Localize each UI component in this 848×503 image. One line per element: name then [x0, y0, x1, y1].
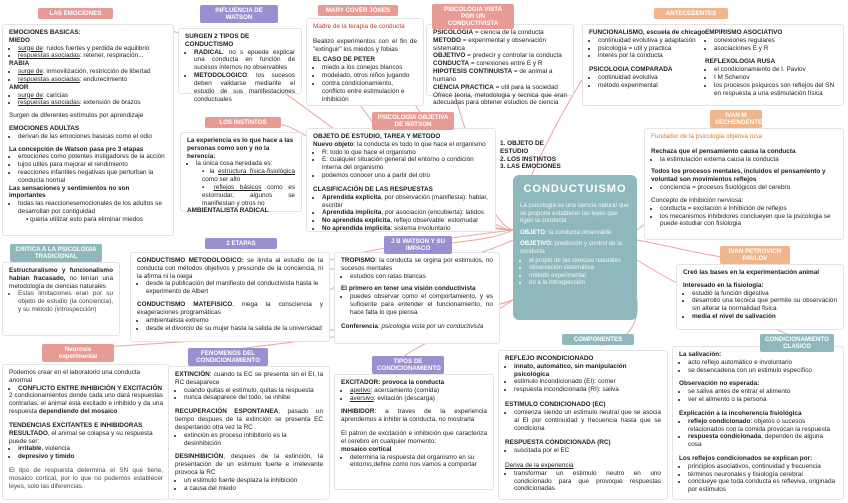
miedo-heading: MIEDO — [9, 36, 30, 44]
neuro-p2-heading: TENDENCIAS EXCITANTES E INHIBIDORAS — [9, 421, 143, 429]
funcionalismo-item-3: • interés por la conducta — [598, 52, 707, 60]
comp-h2-item: • comienza siendo un estimulo neutral que se asocia al EI por continuidad y frecuencia hasta que se condiciona — [514, 409, 661, 432]
caso-item-3: • contra condicionamiento, conflicto entre estimulación e inhibición — [322, 80, 417, 103]
psico-vista-row-6: CIENCIA PRACTICA = util para la sociedad — [433, 83, 558, 91]
instintos-item-1: • la única cosa heredada es: — [196, 160, 295, 168]
ivan-m-h3-item-1: • conducta = excitación e inhibición de reflejos — [660, 205, 837, 213]
clasico-h1-item-2: • se desencadena con un estimulo específico — [688, 367, 837, 375]
ivan-m-h3-item-2: • los mecanismos inhibidores conclueyen que la psicologia se puede estudiar con fisiologia — [660, 213, 837, 229]
center-title: CONDUCTUISMO — [523, 183, 627, 195]
center-item-4: • no a la introspección — [529, 279, 630, 286]
psico-obj-r: • R: todo lo que hace el organismo — [322, 149, 489, 157]
jb-tag: J B WATSON Y SU IMPACO — [384, 236, 452, 254]
watson-heading: La concepción de Watson pasa pro 3 etapas — [9, 145, 144, 153]
watson-item-3: • reacciones infantiles negativas que perturban la conducta normal — [18, 169, 167, 185]
instintos-tag: LOS INSTINTOS — [205, 117, 281, 128]
reflexologia-item-3: • los procesos psíquicos son reflejos del SN en respuesta a una estimulación física — [714, 82, 841, 98]
neuro-p2-item-1: • irritable, violencia — [18, 445, 163, 453]
comp-h3: RESPUESTA CONDICIONADA (RC) — [505, 439, 611, 447]
empirismo-item-2: • asociaciones E y R — [714, 45, 841, 53]
sensaciones-item-2: ▪ queria utilizar esto para eliminar miedos — [26, 215, 144, 223]
reflexologia-item-2: • I M Schenov — [714, 74, 841, 82]
critica-box — [2, 262, 120, 336]
clasico-h4-item-1: • principios asociativos, continuidad y frecuencia — [688, 463, 837, 471]
amor-surge: • surge de: caricias — [18, 92, 167, 100]
componentes-box — [498, 350, 668, 500]
comp-h2: ESTIMULO CONDICIONADO (EC) — [505, 401, 606, 409]
side-item-3: 3. LAS EMOCIONES — [500, 163, 561, 171]
ivan-m-h2-item: • conciencia = procesos fisiológicos del cerebro — [660, 184, 837, 192]
side-item-1: 1. OBJETO DE ESTUDIO — [500, 140, 544, 155]
fen-p1-item-1: • cuando quitas el estímulo, quitas la respuesta — [184, 387, 323, 395]
funcionalismo-heading: FUNCIONALISMO, escuela de chicago — [589, 29, 706, 36]
adultas-heading: EMOCIONES ADULTAS — [9, 124, 80, 132]
jb-p3: Conferencia: psicologia vista por un conductivista — [341, 322, 484, 330]
ivan-p-item-1: • estudió la función digestiva — [692, 290, 837, 298]
jb-p1: TROPISMO: la conducta se orgina por estimulos, no sucesos mentales — [341, 257, 493, 272]
clasico-h3: Explicación a la incoherencia fisiológica — [679, 409, 802, 417]
miedo-respuestas: • respuestas asociadas: retener, respiración... — [18, 52, 167, 60]
psico-vista-row-2: METODO = experimental y observación sistematica — [433, 36, 547, 52]
ivan-p-tag: IVAN PETROVICH PAVLOV — [720, 246, 790, 264]
mary-box — [306, 18, 424, 106]
center-item-2: • observación sistemática — [529, 264, 630, 271]
psico-vista-row-4: CONDUCTA = conexiones entre E y R — [433, 60, 543, 68]
center-objetivo: OBJETIVO: predicción y control de la conducta — [520, 240, 622, 255]
clasico-h4-item-2: • términos neuronales y fisiología cerebral — [688, 471, 837, 479]
comp-h1-item-1: • innato, automático, sin manipulación psicológica — [514, 363, 661, 379]
center-side-list — [500, 140, 570, 171]
etapas-box — [130, 252, 330, 342]
funcionalismo-item-1: • continuidad evolutiva y adaptación — [598, 37, 707, 45]
tipos-p3-item: • determina la respuesta del organismo en su entorno,define como nos vamos a comportar — [350, 454, 487, 470]
amor-respuestas: • respuestas asociadas: extensión de brazos — [18, 99, 167, 107]
caso-item-1: • miedo a los conejos blancos — [322, 64, 417, 72]
center-item-3: • método experimental — [529, 272, 630, 279]
antecedentes-tag: ANTECEDENTES — [654, 8, 728, 19]
psico-obj-tag: PSICOLOGIA OBJETIVA DE WATSON — [372, 112, 454, 130]
ivan-p-box — [676, 264, 844, 330]
critica-tag: CRITICA A LA PSICOLOGIA TRADICIONAL — [10, 244, 102, 262]
tipos-p1: EXCITADOR: provoca la conducta — [341, 379, 445, 386]
neuro-tag: Neurosis experimental — [42, 344, 114, 362]
funcionalismo-item-2: • psicología = util y practica — [598, 45, 707, 53]
fenomenos-box — [168, 366, 330, 500]
miedo-surge: • surge de: ruidos fuertes y perdida de equilibrio — [18, 45, 167, 53]
fen-p2-item: • extinción es proceso inhibitorio es la desinhibición — [184, 432, 323, 448]
psico-vista-row-3: OBJETIVO = predecir y controlar la conducta — [433, 52, 562, 60]
metodologico-item: • METODOLOGICO: los sucesos deben validarse mediante el estudio de sus manifestaciones conductuales — [194, 72, 295, 103]
ivan-m-h3: Concepto de inhibición nerviosa: — [651, 196, 744, 204]
neuro-p2-item-2: • depresivo y timido — [18, 453, 163, 461]
emociones-basicas-heading: EMOCIONES BASICAS: — [9, 29, 81, 36]
neuro-p1-item: • CONFLICTO ENTRE INHIBICIÓN Y EXCITACIÓN — [18, 385, 163, 393]
caso-heading: EL CASO DE PETER — [313, 56, 376, 64]
nuevo-objeto: Nuevo objeto: la conducta es todo lo que hace el organismo — [313, 140, 486, 148]
neuro-p1: Podemos crear en el laboratorio una conducta anormal — [9, 369, 141, 384]
neuro-p1-2: 2 condicionamientos donde cada uno dará respuestas contrarias, el animal esta excitado e inhibido y da una respuesta dependiendo del mosaico — [9, 392, 163, 416]
instintos-item-3: ▪ reflejos básicos como es estornudar, algunos se manifiestan y otros no — [202, 183, 296, 207]
fen-p3: DESINHIBICIÓN, despues de la extinción, la presentación de un estimulo fuerte e irrelevante provoca la RC — [175, 453, 323, 476]
comparada-heading: PSICOLOGIA COMPARADA — [589, 66, 673, 74]
watson-item-1: • emociones como potentes instigadores de la acción — [18, 153, 167, 161]
fenomenos-tag: FENOMENOS DEL CONDICIONAMIENTO — [188, 348, 268, 366]
influencia-tag: INFLUENCIA DE WATSON — [200, 5, 278, 23]
ivan-p-h2: Interesado en la fisiología: — [683, 281, 764, 289]
psico-obj-heading: OBJETO DE ESTUDIO, TAREA Y METODO — [313, 133, 441, 140]
center-item-1: • el propio de las ciencias naturales — [529, 257, 630, 264]
clasico-h1-item-1: • acto reflejo automático e involuntario — [688, 359, 837, 367]
comp-h1-item-3: • respuesta incondicionada (RI): saliva — [514, 386, 661, 394]
clasico-h3-item-1: • reflejo condicionado: objetos o sucesos relacionados con la comida provocan la respuesta — [688, 418, 837, 434]
comp-h4-item: • transformar un estimulo neutro en uno condicionado para que provoque respuestas condicionadas — [514, 470, 661, 493]
ivan-p-h1: Creó las bases en la experimentación animal — [683, 269, 820, 276]
clasico-h3-item-2: • respuesta condicionada, dependen de alguna cosa — [688, 433, 837, 449]
mary-tag: MARY COVER JONES — [318, 5, 398, 16]
etapas-p1-item: • desde la publicación del manifiesto del conductivista hasta le experimento de Albert — [146, 280, 323, 296]
ivan-p-item-2: • desarrolló una tecnica que permite su observación sin alterar la normalidad fisica — [692, 297, 837, 313]
clasico-h2-item-1: • se saliva antes de entrar el alimento — [688, 388, 837, 396]
tipos-p2: INHIBIDOR: a traves de la experiencia aprendemos a inhibir la conducta, no mostrarla — [341, 408, 487, 424]
fen-p3-item-1: • un estimulo fuerte desplaza la inhibición — [184, 477, 323, 485]
emociones-tag: LAS EMOCIONES — [38, 8, 113, 19]
fen-p1-item-2: • nunca desaparece del todo, se inhibe — [184, 394, 323, 402]
psico-vista-row-7: Ofrece teoria, metodologia y tecnica que eran adecuadas para obtener estudios de ciencia — [433, 91, 567, 107]
clasico-h4: Los reflejos condicionados se explican por: — [679, 454, 813, 462]
instintos-box — [180, 132, 302, 215]
etapas-p2-item-2: • desde el divorcio de su mujer hasta la salida de la universidad — [146, 325, 323, 333]
instintos-item-2: ▪ la estructura física-fisiológica como ser alto — [202, 168, 296, 184]
sensaciones-item-1: • todas las reaccionesemocionales de los adultos se desarrollan por contiguidad — [18, 200, 167, 216]
reflexologia-heading: REFLEXOLOGIA RUSA — [705, 58, 776, 66]
fen-p1: EXTINCIÓN: cuando la EC se presenta sin el EI, la RC desaparece — [175, 371, 323, 386]
clas-item-3: • No aprendida explicita, reflejo observable: estornudar — [322, 217, 489, 225]
critica-text: Estructuralismo y funcionalismo habían fracasado, no tenían una metodología de ciencias naturales — [9, 267, 113, 290]
clas-item-2: • Aprendida implicita, por asociación (encubierta): latidos — [322, 209, 489, 217]
psico-obj-box — [306, 128, 496, 232]
neuro-box — [2, 364, 170, 500]
empirismo-item-1: • conexiones regulares — [714, 37, 841, 45]
clas-item-1: • Aprendida explicita, por observación (manifiesta): hablar, escribir — [322, 194, 489, 210]
etapas-p1: CONDUCTISMO METODOLOGICO: se limita al estudio de la conducta con métodos objetivos y prescinde de la conciencia, ni la afirma ni la niega — [137, 257, 323, 280]
influencia-heading: SURGEN 2 TIPOS DE CONDUCTISMO — [185, 33, 250, 48]
surgen-text: Surgen de diferentes estímulos por aprendizaje — [9, 112, 144, 120]
clasico-box — [672, 346, 844, 500]
jb-p1-item: • estudios con ratas blancas — [350, 273, 493, 281]
clasico-h2: Observación no esperada: — [679, 380, 760, 388]
adultas-item: • derivan de las emociones basicas como el odio — [18, 133, 167, 141]
jb-box — [334, 252, 500, 344]
rabia-heading: RABIA — [9, 60, 30, 68]
psico-obj-pod: • podemos conocer uno a partir del otro — [322, 172, 489, 180]
watson-item-2: • lujos utiles para mejorar el rendimiento — [18, 161, 167, 169]
fen-p2: RECUPERACIÓN ESPONTANEA, pasado un tiempo despues de la extinción se presenta EC despertando otra vez la RC — [175, 408, 323, 431]
fen-p3-item-2: • a causa del miedo — [184, 485, 323, 493]
tipos-p1-item-2: • aversivo: evitación (descarga) — [350, 395, 487, 403]
psico-vista-row-5: HIPOTESIS CONTINUISTA = de animal a humano — [433, 68, 553, 83]
clasificacion-heading: CLASIFICACIÓN DE LAS RESPUESTAS — [313, 185, 433, 193]
comp-h1-item-2: • estimulo incondicionado (EI): comer — [514, 378, 661, 386]
empirismo-heading: EMPIRISMO ASOCIATIVO — [705, 29, 783, 36]
clasico-h4-item-3: • conclueye que toda conducta es refleviva, originada por estimulos — [688, 478, 837, 494]
neuro-p2: RESULTADO, el animal se colapsa y su respuesta puede ser: — [9, 429, 153, 445]
critica-item: • Estas limitaciones eran por su objeto de estudio (la conciencia), y su método (introspección) — [18, 290, 113, 313]
ivan-m-tag: IVAN M SECHENOENTES — [710, 110, 762, 128]
clasico-h2-item-2: • ver el alimento o la persona — [688, 396, 837, 404]
jb-p2-item: • puedes observar como el comportamiento, y es suficiente para entender el funcionamiento, no hace falta lo que piensa — [350, 293, 493, 316]
comp-h4: Deriva de la experiencia — [505, 461, 574, 469]
instintos-heading: La experiencia es lo que hace a las personas como son y no la herencia: — [187, 137, 294, 160]
ivan-m-box — [644, 128, 844, 240]
clasico-tag: CONDICIONAMIENTO CLASICO — [760, 334, 834, 352]
reflexologia-item-1: • el condicionamiento de I. Pavlov — [714, 66, 841, 74]
antecedentes-box — [582, 24, 844, 106]
clasico-h1: La salivación: — [679, 351, 722, 358]
tipos-p3: El patron de excitación e inhibición que caracteriza el cerebro en cualquier momento: — [341, 430, 487, 445]
psico-vista-box — [426, 24, 574, 107]
center-description: La psicología es una ciencia natural que se propone establecer las leyes que rigen la conducta — [520, 202, 629, 225]
comparada-item-1: • continuidad evolutiva — [598, 74, 707, 82]
ivan-p-item-3: • media el nivel de salivación — [692, 313, 837, 321]
tipos-p3-b: mosaico cortical — [341, 445, 392, 453]
ambientalista-label: AMBIENTALISTA RADICAL — [187, 207, 269, 215]
emociones-box — [2, 24, 174, 236]
tipos-p1-item-1: • apetivo: acercamiento (comida) — [350, 387, 487, 395]
psico-vista-tag: PSICOLOGIA VISTA POR UN CONDUCTIVISTA — [432, 4, 514, 29]
ivan-m-subtitle: Fundador de la psicologia objetiva rusa — [651, 133, 763, 140]
influencia-box — [178, 28, 302, 103]
conductuismo-center-node — [513, 175, 637, 320]
comp-h1: REFLEJO INCONDICIONADO — [505, 355, 594, 362]
rabia-surge: • surge de: inmovilización, restricción de libertad — [18, 68, 167, 76]
mary-subtitle: Madre de la terapia de conducta — [313, 23, 405, 30]
side-item-2: 2. LOS INSTINTOS — [500, 155, 556, 163]
ivan-m-h1: Rechaza que el pensamiento causa la conducta — [651, 147, 796, 155]
etapas-p2: CONDUCTISMO MATEFISICO, niega la consciencia y exageraciones programáticas — [137, 301, 324, 316]
radical-item: • RADICAL: no s epuede explicar una conducta en función de sucesos internos no observables — [194, 49, 295, 72]
center-objeto: OBJETO: la conducta observable — [520, 228, 612, 236]
neuro-p3: El tipo de respuesta determina el SN que tiene, mosaico cortical, por lo que no podemos establecer leyes, solo las diferencias. — [9, 466, 163, 490]
psico-obj-e: • E: cualquier situación general del entorno o condición interna del organismo — [322, 156, 489, 172]
ivan-m-h1-item: • la estimulación externa causa la conducta — [660, 156, 837, 164]
tipos-box — [334, 374, 494, 490]
psico-vista-row-1: PSICOLOGIA = ciencia de la conducta — [433, 29, 544, 36]
componentes-tag: COMPONENTES — [562, 334, 634, 345]
sensaciones-heading: Las sensaciones y sentimientos no son importantes — [9, 184, 130, 200]
caso-item-2: • modelado, otros niños jugando — [322, 72, 417, 80]
comp-h3-item: • suscitada por el EC — [514, 447, 661, 455]
mary-paragraph: Bealizó experimentos con el fin de "extinguir" los miedos y fobias — [313, 37, 417, 53]
comparada-item-2: • método experimental — [598, 82, 707, 90]
tipos-tag: TIPOS DE CONDICIONAMIENTO — [372, 356, 444, 374]
ivan-m-h2: Todos los procesos mentales, incluidos el pensamiento y voluntad son movimientos reflejos — [651, 168, 826, 184]
jb-p2: El primero en tener una visión conductivista — [341, 285, 476, 293]
clas-item-4: • No aprendida implicita: sistema involuntario — [322, 225, 489, 233]
rabia-respuestas: • respuestas asociadas: endurecimiento — [18, 76, 167, 84]
etapas-tag: 2 ETAPAS — [205, 238, 277, 249]
etapas-p2-item-1: • ambientalista extremo — [146, 317, 323, 325]
amor-heading: AMOR — [9, 83, 29, 91]
